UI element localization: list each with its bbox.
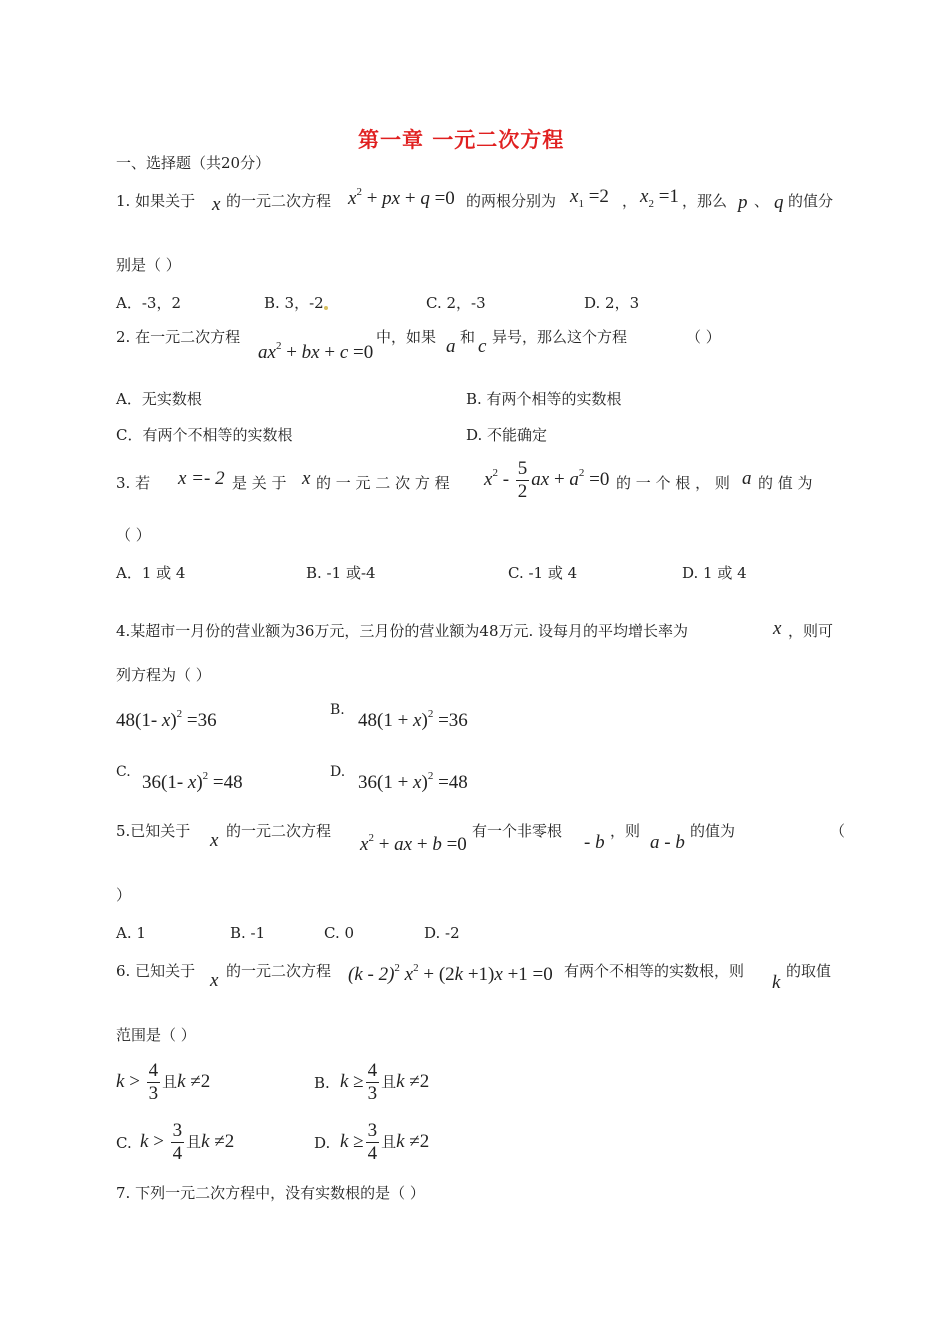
q2-option-a: A．无实数根 (116, 390, 202, 408)
q3-option-c: C. -1 或 4 (508, 564, 578, 582)
q1-option-b: B. 3，-2 (264, 292, 328, 313)
q6-text: 6. 已知关于 (116, 962, 196, 980)
q5-root: - b (584, 832, 605, 853)
q1-option-d: D. 2，3 (584, 294, 640, 312)
q4-option-b: $48(1 + x)^2 =36$ (358, 708, 468, 731)
q6-var-k: k (772, 972, 781, 993)
q1-var-q: q (774, 192, 784, 213)
q3-option-b: B. -1 或-4 (306, 564, 376, 582)
marker-dot (324, 306, 328, 310)
q6-text-line2: 范围是（ ） (116, 1026, 196, 1044)
q5-text: ，则 (610, 822, 641, 840)
q3-text: 3. 若 (116, 474, 151, 492)
q2-text: 和 (460, 328, 476, 346)
q5-text: 的值为 (690, 822, 736, 840)
q1-text-line2: 别是（ ） (116, 256, 181, 274)
q3-var-x: x (302, 468, 311, 489)
q5-option-b: B. -1 (230, 924, 266, 942)
q4-option-b-label: B. (330, 702, 345, 718)
q2-text: 异号，那么这个方程 (492, 328, 628, 346)
q6-option-d-label: D. (314, 1134, 331, 1152)
q5-var-x: x (210, 830, 219, 851)
q2-option-c: C．有两个不相等的实数根 (116, 426, 293, 444)
q2-answer-paren: （ ） (686, 328, 721, 346)
q3-text: 的 一 元 二 次 方 程 (316, 474, 450, 492)
q1-var-p: p (738, 192, 748, 213)
q3-equation: $x^2$ - $\frac{5}{2}$ ax + $a^2 =0$ (484, 458, 610, 502)
q2-option-b: B. 有两个相等的实数根 (466, 390, 622, 408)
q6-equation: (k - 2)$^2$ $x^2 + (2k +1)x +1 =0$ (348, 962, 553, 985)
q6-var-x: x (210, 970, 219, 991)
q2-var-c: c (478, 336, 487, 357)
q1-comma: ， (622, 192, 638, 210)
q1-root-1: $x_1 =2$ (570, 186, 609, 210)
q5-equation: $x^2$ + ax + b =0 (360, 832, 467, 855)
q1-text: ，那么 (682, 192, 728, 210)
q4-text: 4.某超市一月份的营业额为36万元，三月份的营业额为48万元. 设每月的平均增长率为 (116, 622, 689, 640)
q2-var-a: a (446, 336, 456, 357)
q5-answer-paren-right: ） (116, 886, 132, 904)
q5-expression: a - b (650, 832, 685, 853)
q6-option-c: k > $\frac{3}{4}$ 且k ≠2 (140, 1120, 235, 1164)
q4-option-d-label: D. (330, 764, 346, 780)
q3-text: 的 一 个 根 ， 则 (616, 474, 730, 492)
section-heading: 一、选择题（共20分） (116, 154, 271, 172)
q5-text: 5.已知关于 (116, 822, 191, 840)
q1-equation: $x^2$ + px + q =0 (348, 186, 455, 209)
q6-text: 有两个不相等的实数根，则 (564, 962, 745, 980)
q5-option-a: A. 1 (116, 924, 146, 942)
q6-text: 的取值 (786, 962, 832, 980)
q3-option-d: D. 1 或 4 (682, 564, 747, 582)
fraction: $\frac{5}{2}$ (517, 458, 528, 502)
q5-answer-paren-left: （ (830, 822, 846, 840)
q1-option-c: C. 2，-3 (426, 294, 486, 312)
q1-text: 的两根分别为 (466, 192, 557, 210)
q1-var-x: x (212, 194, 221, 215)
q3-text: 是 关 于 (232, 474, 287, 492)
q4-option-d: $36(1 + x)^2 =48$ (358, 770, 468, 793)
q4-text: ，则可 (788, 622, 834, 640)
q5-option-d: D. -2 (424, 924, 460, 942)
q1-option-a: A．-3，2 (116, 294, 181, 312)
page-title: 第一章 一元二次方程 (358, 127, 565, 152)
q2-option-d: D. 不能确定 (466, 426, 548, 444)
q1-text: 的一元二次方程 (226, 192, 332, 210)
q4-option-a: 48(1- x)$^2$ =36 (116, 708, 217, 731)
q2-equation: $ax^2$ + bx + c =0 (258, 340, 374, 363)
q4-var-x: x (773, 618, 782, 639)
q3-text: 的 值 为 (758, 474, 813, 492)
q2-text: 中，如果 (376, 328, 437, 346)
q1-root-2: $x_2 =1$ (640, 186, 679, 210)
q4-option-c: 36(1- x)$^2$ =48 (142, 770, 243, 793)
q1-text: 的值分 (788, 192, 834, 210)
q5-text: 有一个非零根 (472, 822, 563, 840)
q5-option-c: C. 0 (324, 924, 355, 942)
q3-option-a: A．1 或 4 (116, 564, 186, 582)
q6-text: 的一元二次方程 (226, 962, 332, 980)
question-7: 7. 下列一元二次方程中，没有实数根的是（ ） (116, 1184, 425, 1202)
q2-text: 2. 在一元二次方程 (116, 328, 241, 346)
q1-text: 1. 如果关于 (116, 192, 196, 210)
q4-option-c-label: C. (116, 764, 131, 780)
q6-option-a: k > $\frac{4}{3}$ 且k ≠2 (116, 1060, 211, 1104)
q6-option-c-label: C. (116, 1134, 132, 1152)
q6-option-b-label: B. (314, 1074, 330, 1092)
q1-separator: 、 (754, 192, 770, 210)
q5-text: 的一元二次方程 (226, 822, 332, 840)
q4-text-line2: 列方程为（ ） (116, 666, 211, 684)
q6-option-b: k ≥ $\frac{4}{3}$ 且k ≠2 (340, 1060, 430, 1104)
q3-var-a: a (742, 468, 752, 489)
q6-option-d: k ≥ $\frac{3}{4}$ 且k ≠2 (340, 1120, 430, 1164)
q3-answer-paren: （ ） (116, 526, 151, 544)
q3-condition: x =- 2 (178, 468, 225, 489)
